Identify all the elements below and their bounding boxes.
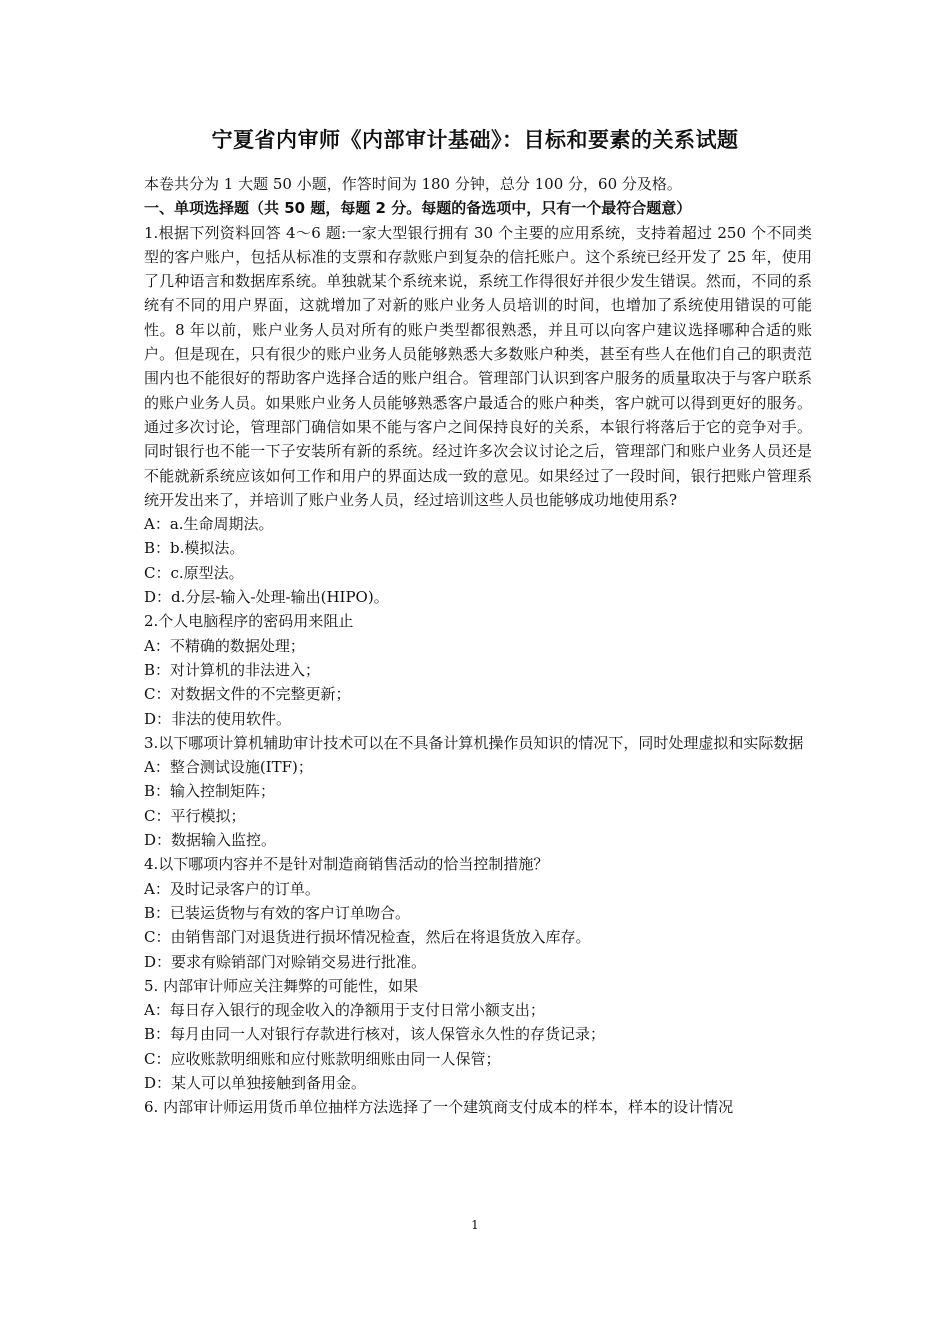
option-d: D：d.分层-输入-处理-输出(HIPO)。 (144, 588, 389, 607)
document-title: 宁夏省内审师《内部审计基础》：目标和要素的关系试题 (211, 128, 739, 152)
option-a: A：a.生命周期法。 (144, 515, 274, 534)
exam-intro: 本卷共分为 1 大题 50 小题，作答时间为 180 分钟，总分 100 分，60 分及格。 (144, 175, 682, 193)
option-c: C：平行模拟； (144, 806, 246, 825)
question-stem: 2.个人电脑程序的密码用来阻止 (144, 612, 354, 631)
page-number: 1 (471, 1218, 479, 1232)
option-d: D：某人可以单独接触到备用金。 (144, 1073, 367, 1092)
question-stem: 6. 内部审计师运用货币单位抽样方法选择了一个建筑商支付成本的样本，样本的设计情况 (144, 1098, 734, 1117)
option-b: B：b.模拟法。 (144, 539, 245, 558)
option-d: D：要求有赊销部门对赊销交易进行批准。 (144, 952, 427, 971)
option-d: D：非法的使用软件。 (144, 709, 292, 728)
option-b: B：每月由同一人对银行存款进行核对，该人保管永久性的存货记录； (144, 1025, 606, 1044)
option-c: C：应收账款明细账和应付账款明细账由同一人保管； (144, 1049, 501, 1068)
option-c: C：由销售部门对退货进行损坏情况检查，然后在将退货放入库存。 (144, 928, 591, 947)
question-stem: 5. 内部审计师应关注舞弊的可能性，如果 (144, 976, 419, 995)
question-stem: 4.以下哪项内容并不是针对制造商销售活动的恰当控制措施？ (144, 855, 549, 874)
option-a: A：整合测试设施(ITF)； (144, 758, 313, 777)
option-a: A：每日存入银行的现金收入的净额用于支付日常小额支出； (144, 1001, 545, 1020)
option-b: B：输入控制矩阵； (144, 782, 276, 801)
option-b: B：对计算机的非法进入； (144, 660, 321, 679)
option-b: B：已装运货物与有效的客户订单吻合。 (144, 903, 411, 922)
option-c: C：对数据文件的不完整更新； (144, 685, 351, 704)
question-stem: 3.以下哪项计算机辅助审计技术可以在不具备计算机操作员知识的情况下，同时处理虚拟和实际数据 (144, 733, 804, 752)
option-d: D：数据输入监控。 (144, 831, 277, 850)
option-a: A：不精确的数据处理； (144, 636, 305, 655)
option-a: A：及时记录客户的订单。 (144, 879, 320, 898)
question-stem: 1.根据下列资料回答 4～6 题:一家大型银行拥有 30 个主要的应用系统，支持着超过 250 个不同类型的客户账户，包括从标准的支票和存款账户到复杂的信托账户。这个系统已经开发了 25 年，使用了几种语言和数据库系统。单独就某个系统来说，系统工作得很好并很少发生错误。然而，不同的系统有不同的用户界面，这就增加了对新的账户业务人员培训的时间，也增加了系统使用错误的可能性。8 年以前，账户业务人员对所有的账户类型都很熟悉，并且可以向客户建议选择哪种合适的账户。但是现在，只有很少的账户业务人员能够熟悉大多数账户种类，甚至有些人在他们自己的职责范围内也不能很好的帮助客户选择合适的账户组合。管理部门认识到客户服务的质量取决于与客户联系的账户业务人员。如果账户业务人员能够熟悉客户最适合的账户种类，客户就可以得到更好的服务。通过多次讨论，管理部门确信如果不能与客户之间保持良好的关系，本银行将落后于它的竞争对手。同时银行也不能一下子安装所有新的系统。经过许多次会议讨论之后，管理部门和账户业务人员还是不能就新系统应该如何工作和用户的界面达成一致的意见。如果经过了一段时间，银行把账户管理系统开发出来了，并培训了账户业务人员，经过培训这些人员也能够成功地使用系? (144, 223, 812, 509)
section-heading: 一、单项选择题（共 50 题，每题 2 分。每题的备选项中，只有一个最符合题意） (144, 199, 692, 218)
option-c: C：c.原型法。 (144, 563, 244, 582)
document-body (144, 172, 812, 1120)
